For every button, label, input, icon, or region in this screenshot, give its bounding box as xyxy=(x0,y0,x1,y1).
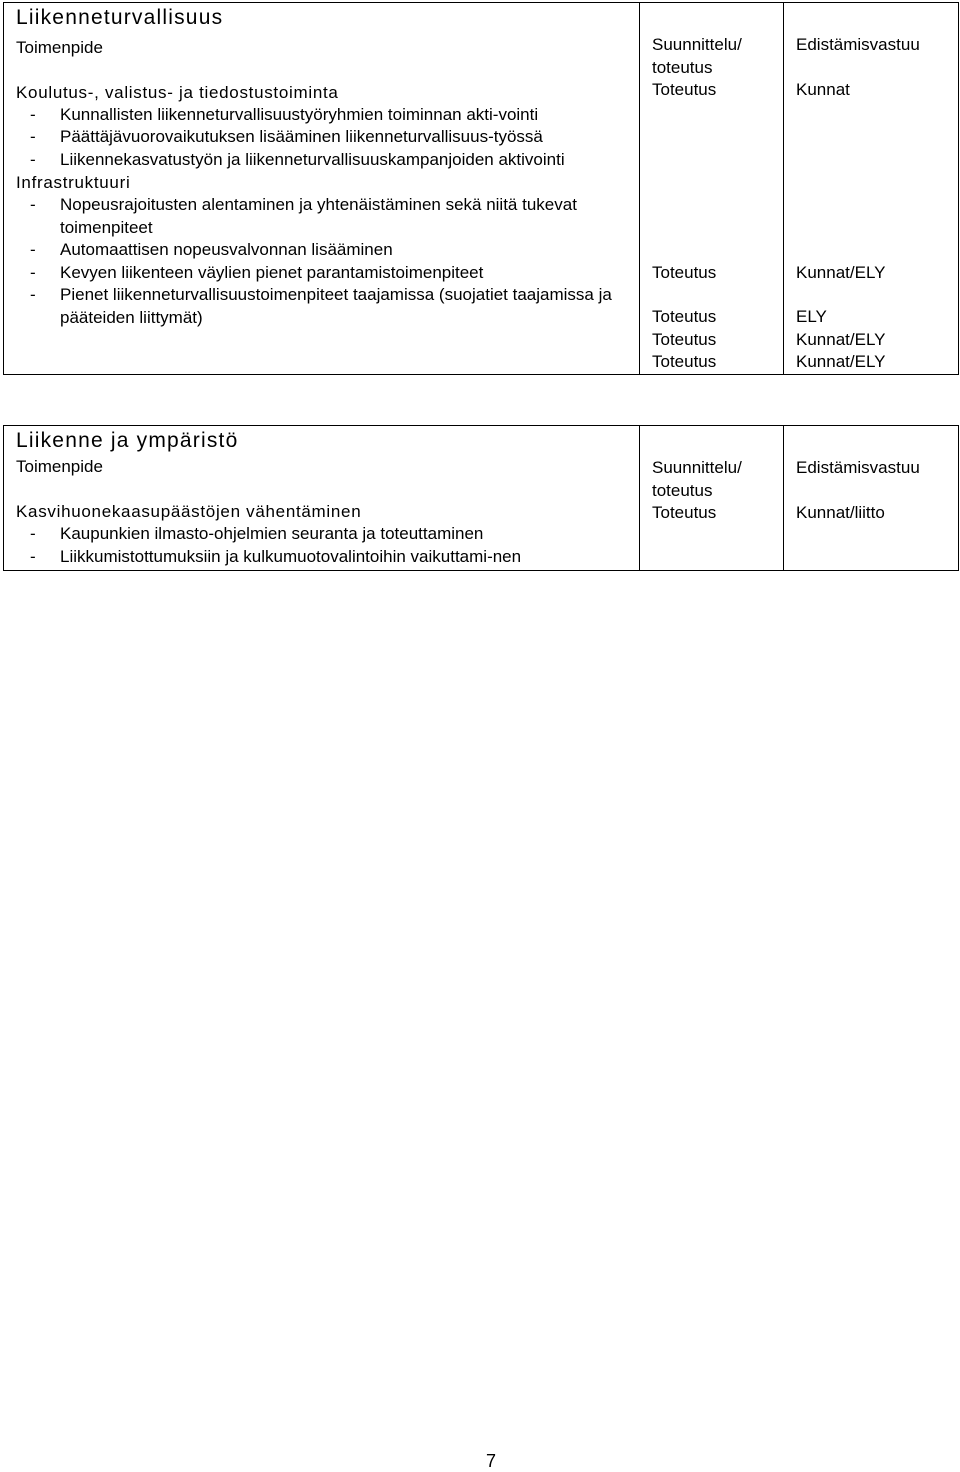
header-action: Toimenpide xyxy=(16,457,103,476)
header-responsible: Edistämisvastuu xyxy=(796,35,920,54)
responsible-value: Kunnat/ELY xyxy=(796,329,886,349)
section-title: Liikenne ja ympäristö xyxy=(4,426,640,456)
list-item: - Automaattisen nopeusvalvonnan lisääminen xyxy=(30,240,393,260)
page-number: 7 xyxy=(486,1451,497,1471)
list-item: - Liikennekasvatustyön ja liikenneturvallisuuskampanjoiden aktivointi xyxy=(30,149,565,169)
phase-value: Toteutus xyxy=(652,503,717,522)
phase-value: Toteutus xyxy=(652,80,717,99)
responsible-value: ELY xyxy=(796,307,827,326)
phase-value: Toteutus xyxy=(652,352,717,371)
section-title: Liikenneturvallisuus xyxy=(4,3,640,36)
phase-value: Toteutus xyxy=(652,307,717,326)
header-action: Toimenpide xyxy=(16,37,103,57)
responsible-value: Kunnat/ELY xyxy=(796,262,886,282)
phase-value: Toteutus xyxy=(652,262,717,282)
list-item: - Päättäjävuorovaikutuksen lisääminen liikenneturvallisuus-työssä xyxy=(30,127,543,147)
responsible-value: Kunnat/ELY xyxy=(796,352,886,371)
list-item: - Pienet liikenneturvallisuustoimenpiteet taajamissa (suojatiet taajamissa ja pääteiden liittymät) xyxy=(30,285,612,327)
responsible-value: Kunnat xyxy=(796,80,850,99)
list-item: - Liikkumistottumuksiin ja kulkumuotovalintoihin vaikuttami-nen xyxy=(30,546,522,566)
list-item: - Kevyen liikenteen väylien pienet parantamistoimenpiteet xyxy=(30,262,484,282)
responsible-value: Kunnat/liitto xyxy=(796,503,885,522)
table-liikenne-ja-ymparisto xyxy=(3,425,959,571)
group-title: Koulutus-, valistus- ja tiedostustoiminta xyxy=(16,82,339,102)
phase-value: Toteutus xyxy=(652,329,717,349)
list-item: - Nopeusrajoitusten alentaminen ja yhtenäistäminen sekä niitä tukevat toimenpiteet xyxy=(30,195,577,237)
header-responsible: Edistämisvastuu xyxy=(796,458,920,477)
header-phase: Suunnittelu/ toteutus xyxy=(652,35,742,77)
list-item: - Kaupunkien ilmasto-ohjelmien seuranta ja toteuttaminen xyxy=(30,524,484,543)
list-item: - Kunnallisten liikenneturvallisuustyöryhmien toiminnan akti-vointi xyxy=(30,104,539,124)
group-title: Kasvihuonekaasupäästöjen vähentäminen xyxy=(16,502,362,521)
group-title: Infrastruktuuri xyxy=(16,173,131,193)
header-phase: Suunnittelu/ toteutus xyxy=(652,458,742,500)
table-liikenneturvallisuus xyxy=(3,2,959,375)
